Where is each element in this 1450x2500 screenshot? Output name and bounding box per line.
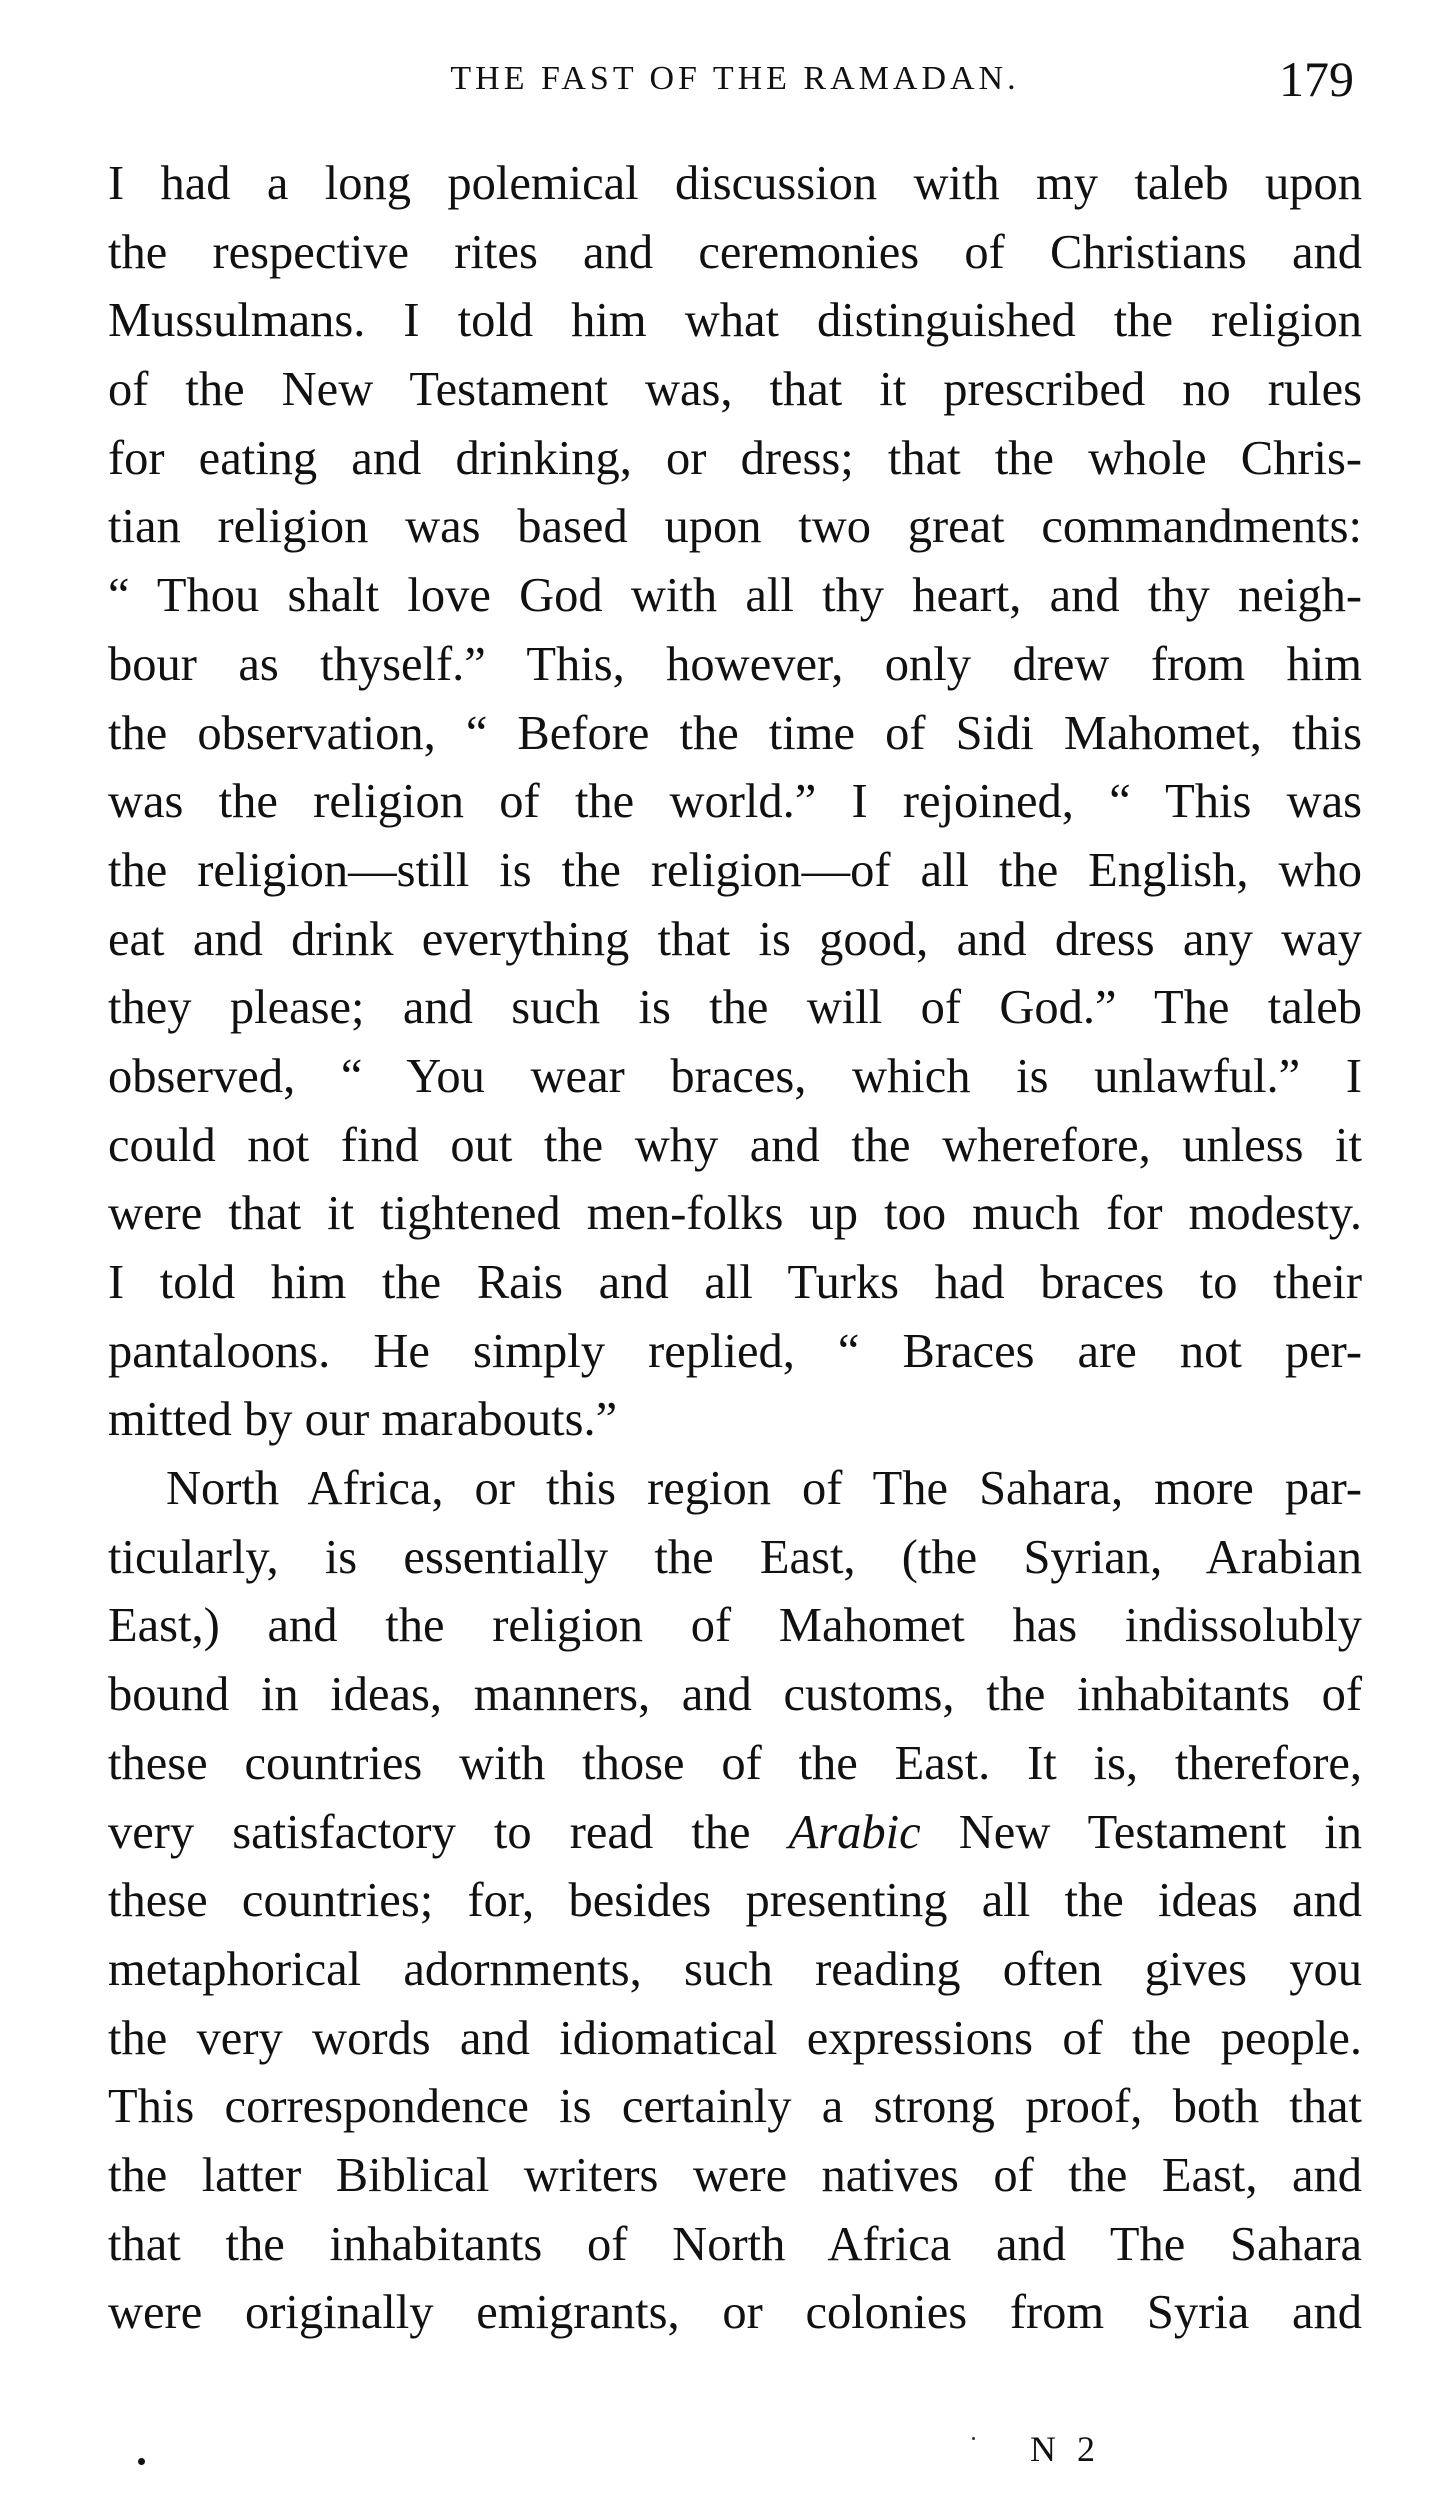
text-line: were originally emigrants, or colonies from Syria and xyxy=(108,2286,1362,2340)
text-line: were that it tightened men-folks up too much for modesty. xyxy=(108,1187,1362,1241)
text-line: these countries with those of the East. It is, therefore, xyxy=(108,1736,1362,1790)
text-line: bound in ideas, manners, and customs, the inhabitants of xyxy=(108,1668,1362,1722)
text-line: bour as thyself.” This, however, only drew from him xyxy=(108,637,1362,691)
text-line: the very words and idiomatical expressions of the people. xyxy=(108,2011,1362,2065)
text-line: observed, “ You wear braces, which is unlawful.” I xyxy=(108,1049,1362,1103)
text-line: “ Thou shalt love God with all thy heart, and thy neigh- xyxy=(108,569,1362,623)
body-text xyxy=(108,150,1362,2348)
text-line: This correspondence is certainly a strong proof, both that xyxy=(108,2080,1362,2134)
text-line: the religion—still is the religion—of all the English, who xyxy=(108,843,1362,897)
running-head xyxy=(108,50,1362,110)
text-line: was the religion of the world.” I rejoined, “ This was xyxy=(108,775,1362,829)
text-line: the respective rites and ceremonies of Christians and xyxy=(108,225,1362,279)
stray-speck-mark xyxy=(972,2437,975,2440)
text-line: very satisfactory to read the Arabic New Testament in xyxy=(108,1805,1363,1859)
text-line: Mussulmans. I told him what distinguished the religion xyxy=(108,294,1362,348)
italic-word: Arabic xyxy=(788,1805,921,1859)
running-title: THE FAST OF THE RAMADAN. xyxy=(450,60,1020,97)
text-line: of the New Testament was, that it prescribed no rules xyxy=(108,363,1362,417)
text-line: that the inhabitants of North Africa and The Sahara xyxy=(108,2217,1362,2271)
text-line: pantaloons. He simply replied, “ Braces are not per- xyxy=(108,1324,1362,1378)
text-line: North Africa, or this region of The Sahara, more par- xyxy=(166,1462,1362,1516)
text-line: I had a long polemical discussion with my taleb upon xyxy=(108,157,1362,210)
text-line: mitted by our marabouts.” xyxy=(108,1393,618,1447)
text-line: I told him the Rais and all Turks had braces to their xyxy=(108,1256,1362,1309)
page-number: 179 xyxy=(1279,51,1354,107)
signature-mark: N 2 xyxy=(1030,2429,1101,2469)
text-line: for eating and drinking, or dress; that the whole Chris- xyxy=(108,431,1362,485)
text-line: East,) and the religion of Mahomet has indissolubly xyxy=(108,1599,1362,1653)
text-line: the latter Biblical writers were natives of the East, and xyxy=(108,2148,1362,2202)
text-line: tian religion was based upon two great commandments: xyxy=(108,500,1362,554)
text-line: ticularly, is essentially the East, (the Syrian, Arabian xyxy=(108,1530,1362,1584)
text-line: could not find out the why and the wherefore, unless it xyxy=(108,1118,1362,1172)
text-line: the observation, “ Before the time of Sidi Mahomet, this xyxy=(108,706,1362,760)
text-line: eat and drink everything that is good, and dress any way xyxy=(108,912,1362,966)
text-line: these countries; for, besides presenting all the ideas and xyxy=(108,1874,1362,1928)
text-line: metaphorical adornments, such reading often gives you xyxy=(108,1942,1362,1996)
stray-dot-mark xyxy=(138,2458,145,2465)
text-line: they please; and such is the will of God.” The taleb xyxy=(108,981,1362,1035)
